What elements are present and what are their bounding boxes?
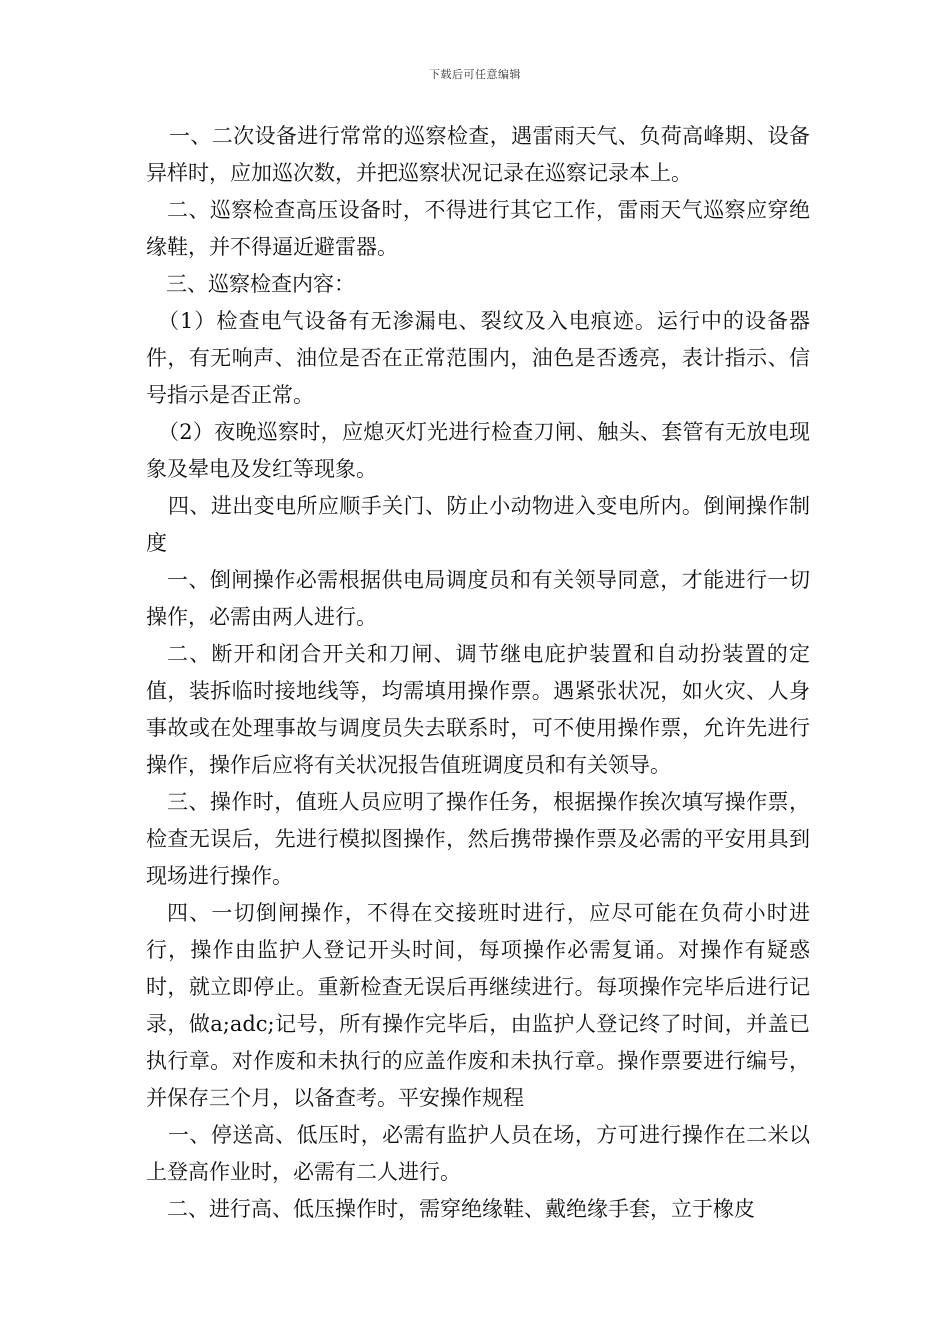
paragraph: 二、断开和闭合开关和刀闸、调节继电庇护装置和自动扮装置的定值，装拆临时接地线等，均需填用操作票。遇紧张状况，如火灾、人身事故或在处理事故与调度员失去联系时，可不使用操作票，允许先进行操作，操作后应将有关状况报告值班调度员和有关领导。 — [146, 642, 810, 777]
paragraph: 三、操作时，值班人员应明了操作任务，根据操作挨次填写操作票，检查无误后，先进行模拟图操作，然后携带操作票及必需的平安用具到现场进行操作。 — [146, 790, 810, 888]
paragraph: 四、一切倒闸操作，不得在交接班时进行，应尽可能在负荷小时进行，操作由监护人登记开头时间，每项操作必需复诵。对操作有疑惑时，就立即停止。重新检查无误后再继续进行。每项操作完毕后进行记录，做a;adc;记号，所有操作完毕后，由监护人登记终了时间，并盖已执行章。对作废和未执行的应盖作废和未执行章。操作票要进行编号，并保存三个月，以备查考。平安操作规程 — [146, 901, 810, 1110]
paragraph: 三、巡察检查内容： — [166, 272, 355, 296]
document-body — [146, 118, 810, 1228]
page-header: 下载后可任意编辑 — [429, 68, 521, 81]
paragraph: 一、停送高、低压时，必需有监护人员在场，方可进行操作在二米以上登高作业时，必需有二人进行。 — [146, 1123, 810, 1184]
paragraph: 二、巡察检查高压设备时，不得进行其它工作，雷雨天气巡察应穿绝缘鞋，并不得逼近避雷器。 — [146, 198, 810, 259]
paragraph: （2）夜晚巡察时，应熄灭灯光进行检查刀闸、触头、套管有无放电现象及晕电及发红等现象。 — [146, 420, 810, 481]
paragraph: 一、倒闸操作必需根据供电局调度员和有关领导同意，才能进行一切操作，必需由两人进行。 — [146, 568, 810, 629]
paragraph: （1）检查电气设备有无渗漏电、裂纹及入电痕迹。运行中的设备器件，有无响声、油位是否在正常范围内，油色是否透亮，表计指示、信号指示是否正常。 — [146, 309, 810, 407]
paragraph: 一、二次设备进行常常的巡察检查，遇雷雨天气、负荷高峰期、设备异样时，应加巡次数，并把巡察状况记录在巡察记录本上。 — [146, 124, 810, 185]
paragraph: 二、进行高、低压操作时，需穿绝缘鞋、戴绝缘手套，立于橡皮 — [167, 1197, 755, 1221]
paragraph: 四、进出变电所应顺手关门、防止小动物进入变电所内。倒闸操作制度 — [146, 494, 810, 555]
